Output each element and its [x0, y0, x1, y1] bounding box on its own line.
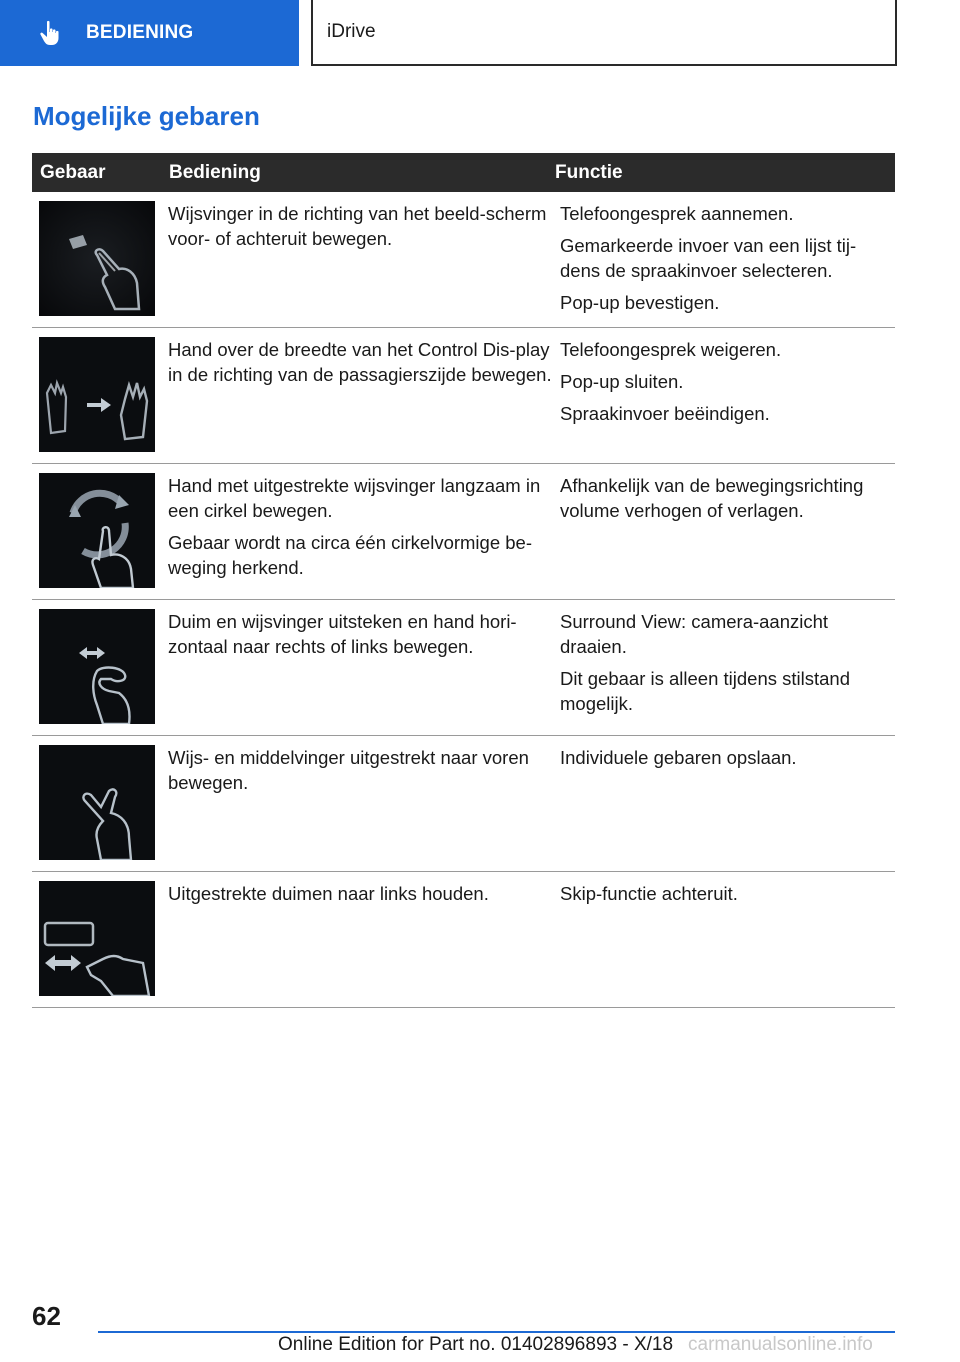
page-number: 62: [32, 1301, 61, 1331]
bediening-text: Uitgestrekte duimen naar links houden.: [168, 883, 489, 904]
table-row: [32, 736, 895, 872]
chapter-label: iDrive: [327, 21, 376, 42]
edition-text: Online Edition for Part no. 01402896893 - X/18: [278, 1334, 674, 1355]
watermark-text: carmanualsonline.info: [688, 1334, 873, 1355]
thumb-finger-swipe-icon: [39, 609, 155, 724]
gesture-image-cell: [32, 736, 168, 871]
gestures-table: [32, 153, 895, 1008]
functie-cell: [560, 872, 895, 1007]
column-header-functie: Functie: [555, 161, 623, 183]
finger-circle-icon: [39, 473, 155, 588]
table-row: [32, 872, 895, 1008]
bediening-text: Duim en wijsvinger uitsteken en hand hori-zontaal naar rechts of links bewegen.: [168, 611, 517, 657]
column-header-bediening: Bediening: [169, 161, 261, 183]
section-tab: [0, 0, 299, 66]
bediening-text: Hand over de breedte van het Control Dis-play in de richting van de passagierszijde bewegen.: [168, 339, 552, 385]
functie-text: Telefoongesprek aannemen.: [560, 203, 794, 224]
bediening-cell: [168, 872, 560, 1007]
page-title: Mogelijke gebaren: [33, 101, 260, 131]
gesture-image-cell: [32, 192, 168, 327]
bediening-text: Wijs- en middelvinger uitgestrekt naar voren bewegen.: [168, 747, 529, 793]
functie-text: Individuele gebaren opslaan.: [560, 747, 797, 768]
gesture-image-cell: [32, 872, 168, 1007]
functie-text: Telefoongesprek weigeren.: [560, 339, 782, 360]
table-row: [32, 600, 895, 736]
functie-text: Afhankelijk van de bewegingsrichting volume verhogen of verlagen.: [560, 475, 864, 521]
table-row: [32, 192, 895, 328]
section-label: BEDIENING: [86, 22, 194, 43]
gesture-image-cell: [32, 328, 168, 463]
functie-cell: [560, 736, 895, 871]
thumb-left-icon: [39, 881, 155, 996]
footer-divider: [98, 1331, 895, 1333]
bediening-text: Gebaar wordt na circa één cirkelvormige be-weging herkend.: [168, 532, 532, 578]
bediening-cell: [168, 192, 560, 327]
index-finger-tap-icon: [39, 201, 155, 316]
bediening-cell: [168, 736, 560, 871]
functie-text: Skip-functie achteruit.: [560, 883, 738, 904]
chapter-box: [311, 0, 897, 66]
column-header-gebaar: Gebaar: [40, 161, 106, 183]
gesture-image-cell: [32, 464, 168, 599]
functie-cell: [560, 328, 895, 463]
bediening-cell: [168, 600, 560, 735]
table-row: [32, 464, 895, 600]
functie-cell: [560, 192, 895, 327]
hand-swipe-icon: [39, 337, 155, 452]
touch-hand-icon: [36, 18, 66, 48]
bediening-text: Hand met uitgestrekte wijsvinger langzaam in een cirkel bewegen.: [168, 475, 541, 521]
functie-text: Pop-up bevestigen.: [560, 292, 720, 313]
functie-text: Pop-up sluiten.: [560, 371, 684, 392]
functie-text: Dit gebaar is alleen tijdens stilstand mogelijk.: [560, 668, 850, 714]
functie-cell: [560, 600, 895, 735]
functie-text: Surround View: camera-aanzicht draaien.: [560, 611, 829, 657]
table-row: [32, 328, 895, 464]
two-finger-point-icon: [39, 745, 155, 860]
table-header: [32, 153, 895, 192]
bediening-text: Wijsvinger in de richting van het beeld-scherm voor- of achteruit bewegen.: [168, 203, 547, 249]
functie-text: Gemarkeerde invoer van een lijst tij-dens de spraakinvoer selecteren.: [560, 235, 857, 281]
functie-text: Spraakinvoer beëindigen.: [560, 403, 770, 424]
bediening-cell: [168, 464, 560, 599]
bediening-cell: [168, 328, 560, 463]
gesture-image-cell: [32, 600, 168, 735]
functie-cell: [560, 464, 895, 599]
